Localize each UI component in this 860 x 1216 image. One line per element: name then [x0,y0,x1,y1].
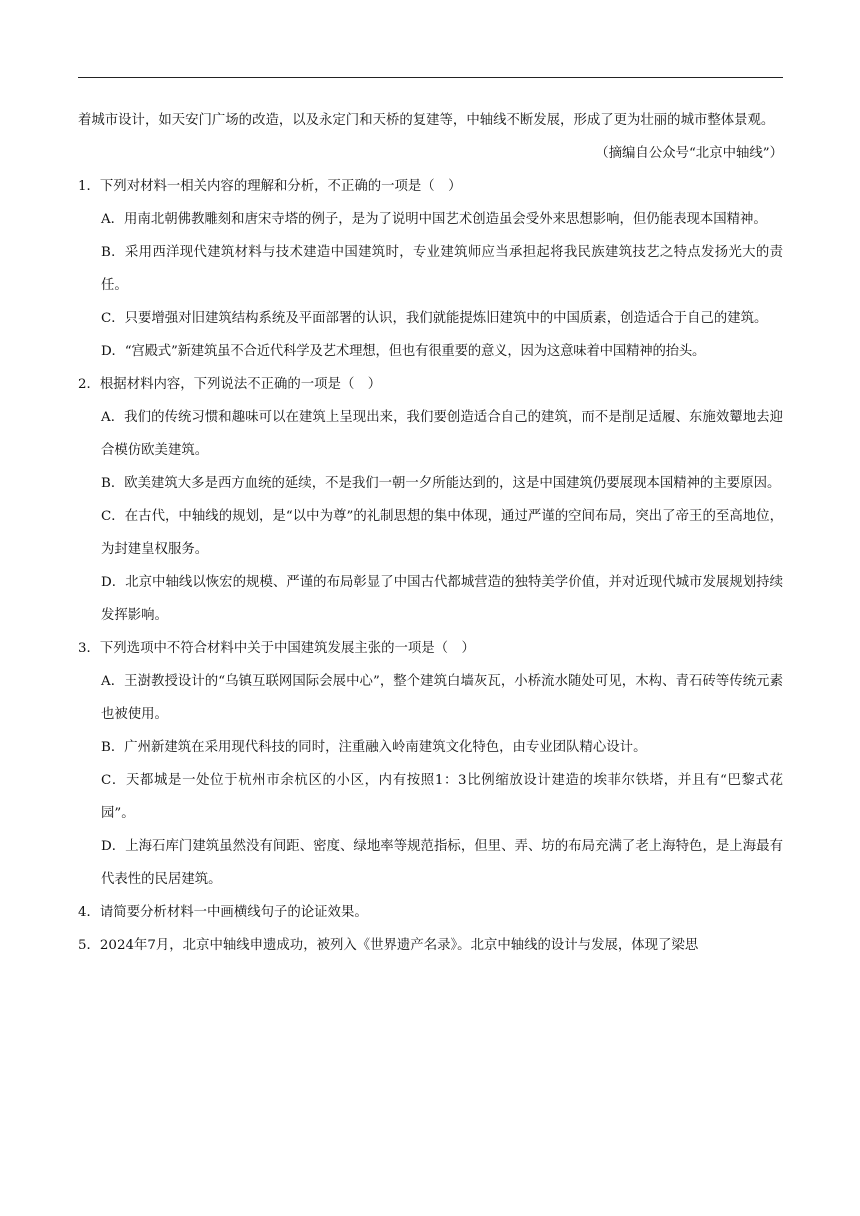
question-stem: 2．根据材料内容，下列说法不正确的一项是（ ） [78,377,382,392]
document-body [78,104,783,962]
option-a: A．王澍教授设计的“乌镇互联网国际会展中心”，整个建筑白墙灰瓦，小桥流水随处可见，木构、青石砖等传统元素也被使用。 [101,674,783,722]
question-2 [78,368,783,632]
question-5 [78,929,783,962]
option-b: B．广州新建筑在采用现代科技的同时，注重融入岭南建筑文化特色，由专业团队精心设计。 [101,740,647,755]
question-stem: 3．下列选项中不符合材料中关于中国建筑发展主张的一项是（ ） [78,641,475,656]
option-a: A．用南北朝佛教雕刻和唐宋寺塔的例子，是为了说明中国艺术创造虽会受外来思想影响，但仍能表现本国精神。 [101,212,767,227]
option-d: D．“宫殿式”新建筑虽不合近代科学及艺术理想，但也有很重要的意义，因为这意味着中国精神的抬头。 [101,344,706,359]
option-c: C．只要增强对旧建筑结构系统及平面部署的认识，我们就能提炼旧建筑中的中国质素，创造适合于自己的建筑。 [101,311,768,326]
option-d: D．上海石库门建筑虽然没有间距、密度、绿地率等规范指标，但里、弄、坊的布局充满了老上海特色，是上海最有代表性的民居建筑。 [101,839,783,887]
question-1 [78,170,783,368]
header-rule [78,77,783,78]
option-b: B．采用西洋现代建筑材料与技术建造中国建筑时，专业建筑师应当承担起将我民族建筑技艺之特点发扬光大的责任。 [101,245,783,293]
question-3 [78,632,783,896]
option-d: D．北京中轴线以恢宏的规模、严谨的布局彰显了中国古代都城营造的独特美学价值，并对近现代城市发展规划持续发挥影响。 [101,575,783,623]
question-stem: 1．下列对材料一相关内容的理解和分析，不正确的一项是（ ） [78,179,462,194]
source-citation: （摘编自公众号“北京中轴线”） [595,146,783,161]
question-4 [78,896,783,929]
intro-paragraph: 着城市设计，如天安门广场的改造，以及永定门和天桥的复建等，中轴线不断发展，形成了更为壮丽的城市整体景观。 [78,113,775,128]
option-a: A．我们的传统习惯和趣味可以在建筑上呈现出来，我们要创造适合自己的建筑，而不是削足适履、东施效颦地去迎合模仿欧美建筑。 [101,410,783,458]
option-b: B．欧美建筑大多是西方血统的延续，不是我们一朝一夕所能达到的，这是中国建筑仍要展现本国精神的主要原因。 [101,476,781,491]
option-c: C．在古代，中轴线的规划，是“以中为尊”的礼制思想的集中体现，通过严谨的空间布局，突出了帝王的至高地位，为封建皇权服务。 [101,509,783,557]
question-stem: 4．请简要分析材料一中画横线句子的论证效果。 [78,905,368,920]
option-c: C．天都城是一处位于杭州市余杭区的小区，内有按照1：3比例缩放设计建造的埃菲尔铁塔，并且有“巴黎式花园”。 [101,773,783,821]
question-stem: 5．2024年7月，北京中轴线申遗成功，被列入《世界遗产名录》。北京中轴线的设计与发展，体现了梁思 [78,938,699,953]
